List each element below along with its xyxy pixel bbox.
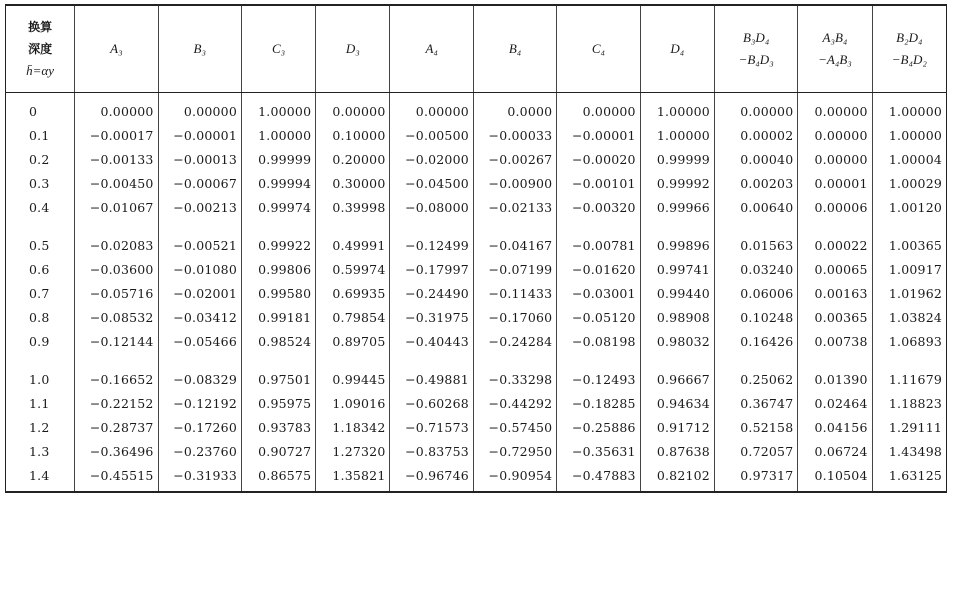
- value-cell: 1.00365: [872, 233, 946, 257]
- coefficient-table-container: [5, 4, 947, 589]
- value-cell: 0.39998: [316, 195, 390, 219]
- table-row: [6, 93, 947, 124]
- depth-cell: 0.3: [6, 171, 75, 195]
- value-cell: −0.00020: [557, 147, 640, 171]
- value-cell: 0.00040: [714, 147, 797, 171]
- column-header-line: C₄: [591, 41, 606, 56]
- depth-header-line3: h̄=αy: [26, 63, 55, 78]
- value-cell: −0.00267: [473, 147, 556, 171]
- value-cell: −0.72950: [473, 439, 556, 463]
- value-cell: 1.29111: [872, 415, 946, 439]
- value-cell: 0.99741: [640, 257, 714, 281]
- value-cell: −0.11433: [473, 281, 556, 305]
- spacer-cell: [241, 353, 315, 367]
- table-row: [6, 367, 947, 391]
- column-header-line: −A₄B₃: [818, 52, 852, 67]
- spacer-cell: [75, 219, 158, 233]
- value-cell: 1.00004: [872, 147, 946, 171]
- table-row: [6, 305, 947, 329]
- value-cell: 1.00000: [241, 93, 315, 124]
- value-cell: 0.99999: [640, 147, 714, 171]
- value-cell: −0.02001: [158, 281, 241, 305]
- value-cell: −0.33298: [473, 367, 556, 391]
- table-row: [6, 415, 947, 439]
- value-cell: −0.40443: [390, 329, 473, 353]
- value-cell: 0.99580: [241, 281, 315, 305]
- depth-cell: 0.2: [6, 147, 75, 171]
- value-cell: 0.96667: [640, 367, 714, 391]
- value-cell: −0.00450: [75, 171, 158, 195]
- value-cell: 0.90727: [241, 439, 315, 463]
- depth-cell: 1.1: [6, 391, 75, 415]
- value-cell: 0.98032: [640, 329, 714, 353]
- spacer-cell: [872, 219, 946, 233]
- value-cell: −0.36496: [75, 439, 158, 463]
- column-header: [798, 5, 872, 93]
- value-cell: 1.00000: [872, 123, 946, 147]
- value-cell: 0.72057: [714, 439, 797, 463]
- value-cell: −0.31975: [390, 305, 473, 329]
- spacer-cell: [640, 353, 714, 367]
- value-cell: 0.91712: [640, 415, 714, 439]
- spacer-cell: [473, 353, 556, 367]
- table-body: [6, 93, 947, 493]
- value-cell: 0.10000: [316, 123, 390, 147]
- value-cell: 0.89705: [316, 329, 390, 353]
- value-cell: −0.03001: [557, 281, 640, 305]
- value-cell: −0.00001: [557, 123, 640, 147]
- column-header-line: −B₄D₃: [738, 52, 774, 67]
- value-cell: 1.09016: [316, 391, 390, 415]
- value-cell: −0.57450: [473, 415, 556, 439]
- value-cell: 0.49991: [316, 233, 390, 257]
- value-cell: −0.49881: [390, 367, 473, 391]
- value-cell: −0.00033: [473, 123, 556, 147]
- value-cell: 0.00002: [714, 123, 797, 147]
- column-header: [390, 5, 473, 93]
- value-cell: 0.94634: [640, 391, 714, 415]
- value-cell: −0.00133: [75, 147, 158, 171]
- value-cell: 1.35821: [316, 463, 390, 492]
- value-cell: 0.36747: [714, 391, 797, 415]
- column-header-line: −B₄D₂: [891, 52, 927, 67]
- value-cell: −0.12192: [158, 391, 241, 415]
- value-cell: −0.60268: [390, 391, 473, 415]
- column-header: [714, 5, 797, 93]
- value-cell: 0.01390: [798, 367, 872, 391]
- column-header-line: C₃: [272, 41, 286, 56]
- value-cell: 1.00000: [640, 93, 714, 124]
- value-cell: 0.00163: [798, 281, 872, 305]
- value-cell: 0.03240: [714, 257, 797, 281]
- spacer-cell: [872, 353, 946, 367]
- column-header-line: B₃: [193, 41, 207, 56]
- value-cell: −0.25886: [557, 415, 640, 439]
- depth-cell: 1.4: [6, 463, 75, 492]
- value-cell: 0.00000: [390, 93, 473, 124]
- value-cell: 0.79854: [316, 305, 390, 329]
- value-cell: 0.00738: [798, 329, 872, 353]
- value-cell: −0.12499: [390, 233, 473, 257]
- spacer-cell: [158, 353, 241, 367]
- spacer-cell: [241, 219, 315, 233]
- spacer-cell: [390, 219, 473, 233]
- value-cell: 0.00000: [798, 147, 872, 171]
- value-cell: 0.16426: [714, 329, 797, 353]
- value-cell: 0.00000: [158, 93, 241, 124]
- value-cell: −0.90954: [473, 463, 556, 492]
- table-row: [6, 257, 947, 281]
- value-cell: 0.00006: [798, 195, 872, 219]
- value-cell: 0.99445: [316, 367, 390, 391]
- value-cell: −0.18285: [557, 391, 640, 415]
- spacer-cell: [798, 219, 872, 233]
- value-cell: 1.06893: [872, 329, 946, 353]
- value-cell: 1.27320: [316, 439, 390, 463]
- value-cell: −0.24490: [390, 281, 473, 305]
- table-row: [6, 391, 947, 415]
- value-cell: −0.35631: [557, 439, 640, 463]
- value-cell: −0.05466: [158, 329, 241, 353]
- table-row: [6, 329, 947, 353]
- value-cell: −0.04167: [473, 233, 556, 257]
- spacer-cell: [316, 219, 390, 233]
- value-cell: −0.12144: [75, 329, 158, 353]
- value-cell: 0.99966: [640, 195, 714, 219]
- value-cell: −0.28737: [75, 415, 158, 439]
- value-cell: −0.17997: [390, 257, 473, 281]
- value-cell: 0.01563: [714, 233, 797, 257]
- value-cell: −0.24284: [473, 329, 556, 353]
- value-cell: 0.00000: [798, 93, 872, 124]
- value-cell: −0.17260: [158, 415, 241, 439]
- value-cell: −0.07199: [473, 257, 556, 281]
- value-cell: −0.00320: [557, 195, 640, 219]
- value-cell: −0.04500: [390, 171, 473, 195]
- value-cell: 1.00000: [872, 93, 946, 124]
- value-cell: 1.00917: [872, 257, 946, 281]
- value-cell: −0.08198: [557, 329, 640, 353]
- value-cell: 0.95975: [241, 391, 315, 415]
- value-cell: −0.31933: [158, 463, 241, 492]
- value-cell: −0.96746: [390, 463, 473, 492]
- value-cell: −0.05716: [75, 281, 158, 305]
- value-cell: 0.06006: [714, 281, 797, 305]
- value-cell: −0.02000: [390, 147, 473, 171]
- column-header: [241, 5, 315, 93]
- spacer-cell: [640, 219, 714, 233]
- value-cell: 0.25062: [714, 367, 797, 391]
- spacer-cell: [316, 353, 390, 367]
- spacer-cell: [557, 353, 640, 367]
- column-header: [473, 5, 556, 93]
- value-cell: 0.99896: [640, 233, 714, 257]
- value-cell: 0.00000: [75, 93, 158, 124]
- value-cell: 1.18823: [872, 391, 946, 415]
- value-cell: 0.04156: [798, 415, 872, 439]
- value-cell: 0.20000: [316, 147, 390, 171]
- value-cell: 0.98908: [640, 305, 714, 329]
- value-cell: 0.00000: [316, 93, 390, 124]
- value-cell: 0.99181: [241, 305, 315, 329]
- value-cell: 0.99922: [241, 233, 315, 257]
- value-cell: 0.00000: [714, 93, 797, 124]
- value-cell: −0.02083: [75, 233, 158, 257]
- value-cell: 1.03824: [872, 305, 946, 329]
- value-cell: −0.00017: [75, 123, 158, 147]
- spacer-cell: [557, 219, 640, 233]
- table-row: [6, 233, 947, 257]
- value-cell: 0.00001: [798, 171, 872, 195]
- value-cell: −0.03600: [75, 257, 158, 281]
- spacer-cell: [798, 353, 872, 367]
- spacer-cell: [473, 219, 556, 233]
- value-cell: −0.00900: [473, 171, 556, 195]
- column-header-line: A₃B₄: [822, 30, 848, 45]
- value-cell: −0.16652: [75, 367, 158, 391]
- value-cell: 0.97317: [714, 463, 797, 492]
- depth-cell: 1.3: [6, 439, 75, 463]
- value-cell: −0.00101: [557, 171, 640, 195]
- value-cell: 0.00365: [798, 305, 872, 329]
- depth-header-line2: 深度: [28, 42, 53, 56]
- value-cell: −0.17060: [473, 305, 556, 329]
- value-cell: 0.99974: [241, 195, 315, 219]
- value-cell: −0.01080: [158, 257, 241, 281]
- value-cell: −0.00013: [158, 147, 241, 171]
- value-cell: 0.06724: [798, 439, 872, 463]
- depth-cell: 0.6: [6, 257, 75, 281]
- table-row: [6, 195, 947, 219]
- table-row: [6, 123, 947, 147]
- value-cell: 0.10248: [714, 305, 797, 329]
- value-cell: −0.01620: [557, 257, 640, 281]
- value-cell: 1.01962: [872, 281, 946, 305]
- table-row: [6, 147, 947, 171]
- value-cell: 1.00120: [872, 195, 946, 219]
- depth-cell: 0.4: [6, 195, 75, 219]
- value-cell: −0.00521: [158, 233, 241, 257]
- value-cell: 0.00022: [798, 233, 872, 257]
- value-cell: −0.08329: [158, 367, 241, 391]
- spacer-cell: [75, 353, 158, 367]
- value-cell: 0.99994: [241, 171, 315, 195]
- value-cell: −0.83753: [390, 439, 473, 463]
- depth-cell: 1.2: [6, 415, 75, 439]
- value-cell: 0.52158: [714, 415, 797, 439]
- column-header-line: D₄: [670, 41, 685, 56]
- column-header: [158, 5, 241, 93]
- value-cell: 0.02464: [798, 391, 872, 415]
- value-cell: 0.59974: [316, 257, 390, 281]
- value-cell: −0.71573: [390, 415, 473, 439]
- column-header-line: D₃: [345, 41, 360, 56]
- value-cell: 1.00000: [241, 123, 315, 147]
- value-cell: 0.86575: [241, 463, 315, 492]
- value-cell: −0.05120: [557, 305, 640, 329]
- value-cell: 1.00029: [872, 171, 946, 195]
- value-cell: 1.43498: [872, 439, 946, 463]
- value-cell: −0.01067: [75, 195, 158, 219]
- column-header: [640, 5, 714, 93]
- column-header: [316, 5, 390, 93]
- coefficient-table: [5, 4, 947, 493]
- value-cell: 0.99440: [640, 281, 714, 305]
- value-cell: 0.0000: [473, 93, 556, 124]
- value-cell: 0.69935: [316, 281, 390, 305]
- value-cell: −0.02133: [473, 195, 556, 219]
- value-cell: 0.00000: [557, 93, 640, 124]
- value-cell: −0.08532: [75, 305, 158, 329]
- value-cell: 0.99992: [640, 171, 714, 195]
- depth-cell: 0.8: [6, 305, 75, 329]
- depth-cell: 1.0: [6, 367, 75, 391]
- value-cell: 0.30000: [316, 171, 390, 195]
- value-cell: 0.99999: [241, 147, 315, 171]
- value-cell: −0.47883: [557, 463, 640, 492]
- value-cell: −0.23760: [158, 439, 241, 463]
- value-cell: −0.45515: [75, 463, 158, 492]
- value-cell: 0.00000: [798, 123, 872, 147]
- table-row: [6, 281, 947, 305]
- value-cell: −0.00781: [557, 233, 640, 257]
- column-header: [75, 5, 158, 93]
- spacer-cell: [714, 353, 797, 367]
- value-cell: 1.11679: [872, 367, 946, 391]
- group-spacer: [6, 219, 947, 233]
- value-cell: −0.12493: [557, 367, 640, 391]
- spacer-cell: [6, 353, 75, 367]
- spacer-cell: [390, 353, 473, 367]
- depth-cell: 0: [6, 93, 75, 124]
- value-cell: 0.82102: [640, 463, 714, 492]
- spacer-cell: [714, 219, 797, 233]
- value-cell: −0.00067: [158, 171, 241, 195]
- value-cell: 0.97501: [241, 367, 315, 391]
- depth-cell: 0.9: [6, 329, 75, 353]
- table-row: [6, 439, 947, 463]
- value-cell: 0.10504: [798, 463, 872, 492]
- value-cell: −0.08000: [390, 195, 473, 219]
- table-row: [6, 463, 947, 492]
- depth-header: [6, 5, 75, 93]
- column-header-line: B₄: [508, 41, 522, 56]
- table-header-row: [6, 5, 947, 93]
- value-cell: 0.98524: [241, 329, 315, 353]
- value-cell: 0.99806: [241, 257, 315, 281]
- value-cell: 0.93783: [241, 415, 315, 439]
- column-header-line: B₃D₄: [742, 30, 770, 45]
- column-header-line: B₂D₄: [896, 30, 923, 45]
- value-cell: −0.00213: [158, 195, 241, 219]
- value-cell: 0.87638: [640, 439, 714, 463]
- table-row: [6, 171, 947, 195]
- value-cell: −0.00001: [158, 123, 241, 147]
- depth-cell: 0.5: [6, 233, 75, 257]
- column-header-line: A₃: [110, 41, 123, 56]
- value-cell: −0.03412: [158, 305, 241, 329]
- depth-cell: 0.7: [6, 281, 75, 305]
- spacer-cell: [158, 219, 241, 233]
- value-cell: −0.22152: [75, 391, 158, 415]
- value-cell: 1.00000: [640, 123, 714, 147]
- column-header-line: A₄: [425, 41, 438, 56]
- spacer-cell: [6, 219, 75, 233]
- value-cell: −0.00500: [390, 123, 473, 147]
- column-header: [557, 5, 640, 93]
- column-header: [872, 5, 946, 93]
- group-spacer: [6, 353, 947, 367]
- value-cell: 0.00203: [714, 171, 797, 195]
- depth-header-line1: 换算: [28, 20, 53, 34]
- depth-cell: 0.1: [6, 123, 75, 147]
- value-cell: 0.00065: [798, 257, 872, 281]
- value-cell: −0.44292: [473, 391, 556, 415]
- value-cell: 1.63125: [872, 463, 946, 492]
- value-cell: 0.00640: [714, 195, 797, 219]
- value-cell: 1.18342: [316, 415, 390, 439]
